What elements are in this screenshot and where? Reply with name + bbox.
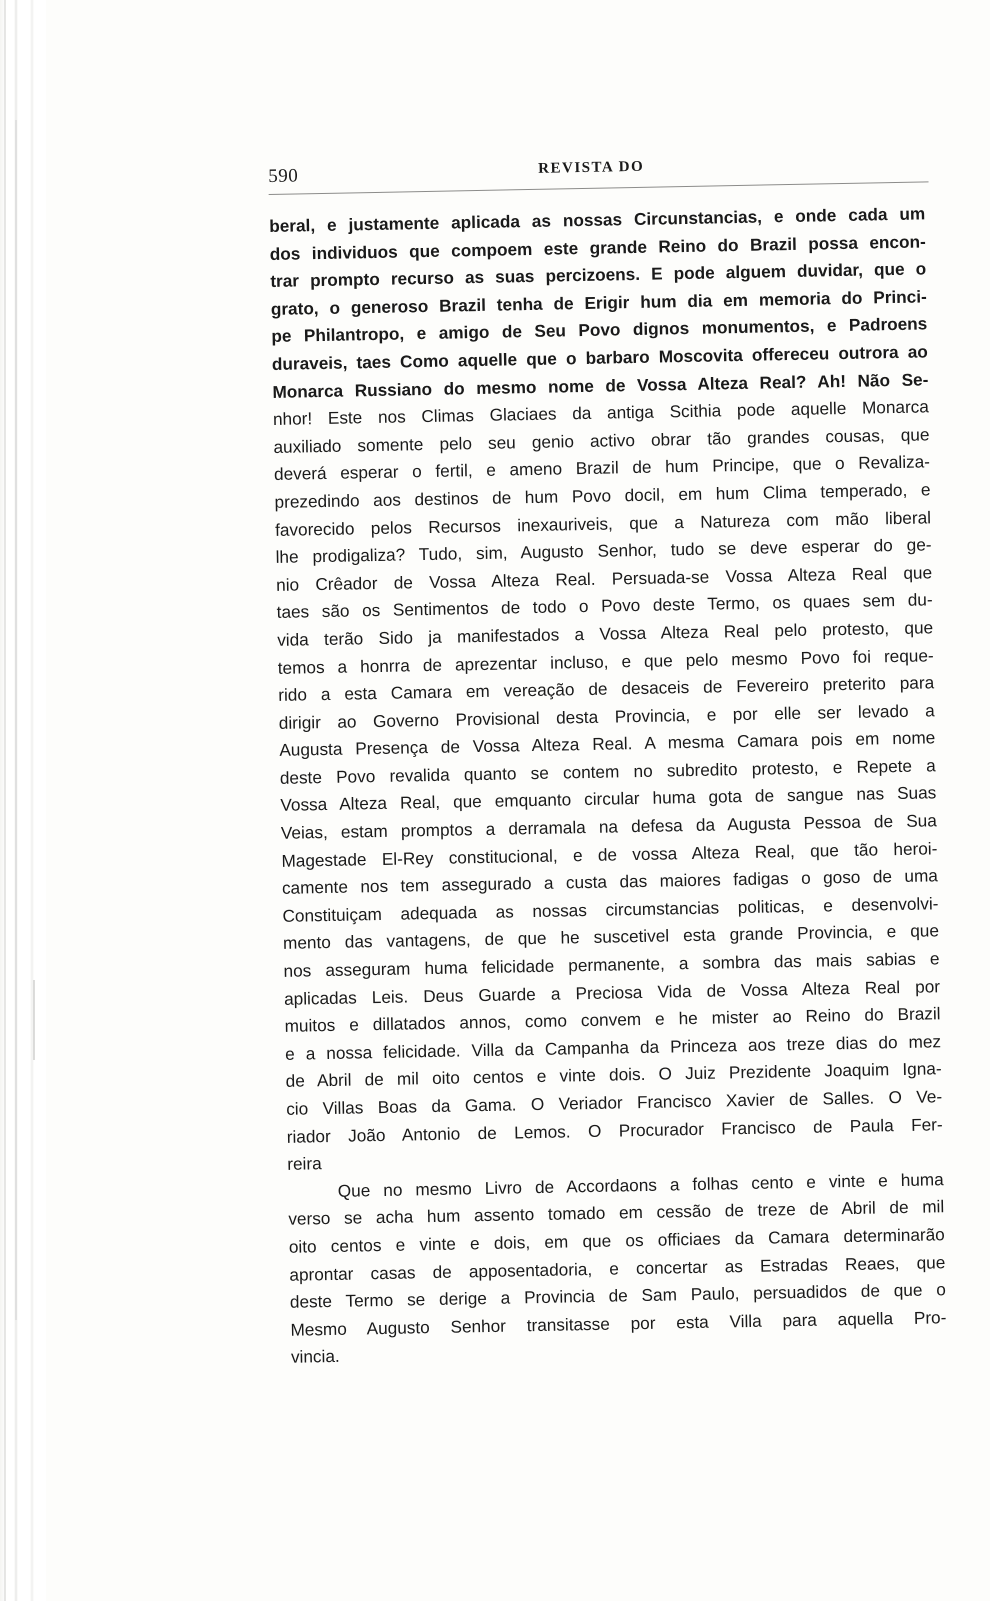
text-line: Constituiçam adequada as nossas circumstancias politicas, e desenvolvi- [282,893,939,926]
text-line: nos asseguram huma felicidade permanente, a sombra das mais sabias e [283,948,940,981]
text-line: deste Termo se derige a Provincia de Sam Paulo, persuadidos de que o [289,1279,946,1312]
text-line: Vossa Alteza Real, que emquanto circular huma gota de sangue nas Suas [280,782,937,816]
page-content [268,147,967,1372]
text-line: favorecido pelos Recursos inexauriveis, que a Natureza com mão liberal [274,506,932,540]
edge-mark [4,0,6,1601]
text-line: Augusta Presença de Vossa Alteza Real. A mesma Camara pois em nome [279,727,936,761]
text-line: temos a honrra de aprezentar incluso, e que pelo mesmo Povo foi reque- [277,644,934,678]
text-line: beral, e justamente aplicada as nossas Circunstancias, e onde cada um [269,203,926,236]
text-line: aprontar casas de apposentadoria, e concertar as Estradas Reaes, que [289,1251,946,1285]
text-line: nhor! Este nos Climas Glaciaes da antiga Scithia pode aquelle Monarca [272,396,930,430]
text-line: deste Povo revalida quanto se contem no subredito protesto, e Repete a [279,755,936,788]
edge-mark [33,980,35,1060]
text-line: muitos e dillatados annos, como convem e he mister ao Reino do Brazil [284,1003,941,1037]
text-line: mento das vantagens, de que he suscetivel esta grande Provincia, e que [282,920,940,954]
text-line: Magestade El-Rey constitucional, e de vossa Alteza Real, que tão heroi- [281,837,938,871]
text-line: Monarca Russiano do mesmo nome de Vossa Alteza Real? Ah! Não Se- [272,368,929,402]
text-line: prezedindo aos destinos de hum Povo docil, em hum Clima temperado, e [274,479,931,512]
text-line: verso se acha hum assento tomado em cessão de treze de Abril de mil [288,1196,945,1230]
body-text [269,200,967,1372]
text-line: Veias, estam promptos a derramala na defesa da Augusta Pessoa de Sua [280,810,937,843]
edge-mark [15,120,17,1320]
text-line: Que no mesmo Livro de Accordaons a folhas cento e vinte e huma [337,1168,944,1201]
text-line: grato, o generoso Brazil tenha de Erigir hum dia em memoria do Princi- [270,286,927,319]
text-line: e a nossa felicidade. Villa da Campanha da Princeza aos treze dias do mez [284,1031,942,1064]
binding-edge [0,0,46,1601]
text-line: pe Philantropo, e amigo de Seu Povo dignos monumentos, e Padroens [271,313,928,347]
text-line: de Abril de mil oito centos e vinte dois. O Juiz Prezidente Joaquim Igna- [285,1058,942,1092]
text-line: vincia. [290,1346,340,1368]
text-line: taes são os Sentimentos de todo o Povo deste Termo, os quaes sem du- [276,589,933,623]
running-title: REVISTA DO [538,158,645,177]
text-line: dos individuos que compoem este grande Reino do Brazil possa encon- [269,230,926,264]
text-line: dirigir ao Governo Provisional desta Provincia, e por elle ser levado a [278,699,935,733]
text-line: lhe prodigaliza? Tudo, sim, Augusto Senhor, tudo se deve esperar do ge- [275,534,932,568]
text-line: riador João Antonio de Lemos. O Procurador Francisco de Paula Fer- [286,1113,943,1147]
text-line: camente nos tem assegurado a custa das maiores fadigas o goso de uma [281,865,939,899]
text-line: auxiliado somente pelo seu genio activo obrar tão grandes cousas, que [273,424,930,457]
text-line: duraveis, taes Como aquelle que o barbaro Moscovita offereceu outrora ao [271,341,928,374]
text-line: rido a esta Camara em vereação de desaceis de Fevereiro preterito para [278,672,935,705]
text-line: vida terão Sido ja manifestados a Vossa Alteza Real pelo protesto, que [277,617,934,650]
running-head [268,147,945,194]
text-line: oito centos e vinte e dois, em que os officiaes da Camara determinarão [288,1224,945,1257]
page-number: 590 [268,165,299,187]
text-line: reira [287,1153,322,1175]
text-line: trar prompto recurso as suas percizoens. E pode alguem duvidar, que o [270,258,927,292]
text-line: aplicadas Leis. Deus Guarde a Preciosa Vida de Vossa Alteza Real por [283,975,941,1009]
text-line: deverá esperar o fertil, e ameno Brazil de hum Principe, que o Revaliza- [273,451,931,485]
text-line: Mesmo Augusto Senhor transitasse por esta Villa para aquella Pro- [290,1306,947,1340]
text-line: nio Crêador de Vossa Alteza Real. Persuada-se Vossa Alteza Real que [275,562,933,595]
text-line: cio Villas Boas da Gama. O Veriador Francisco Xavier de Salles. O Ve- [286,1086,943,1119]
